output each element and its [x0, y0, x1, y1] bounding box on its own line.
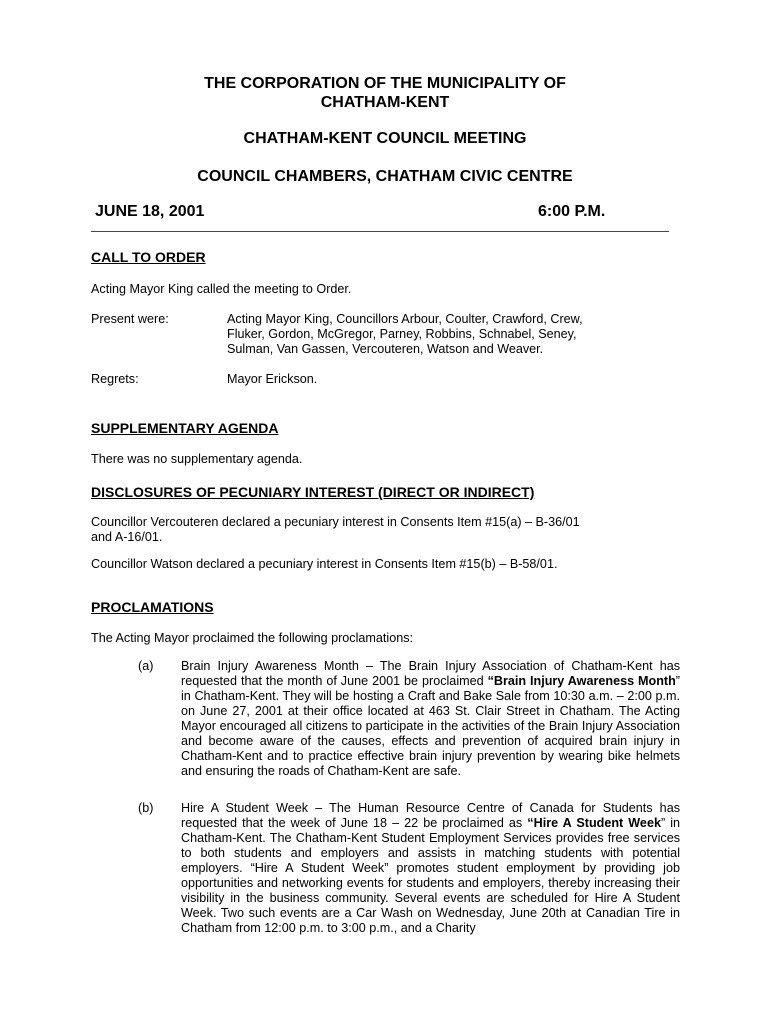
meeting-date: JUNE 18, 2001: [95, 203, 205, 220]
header-divider: [91, 231, 669, 232]
disclosure-2: Councillor Watson declared a pecuniary interest in Consents Item #15(b) – B-58/01.: [91, 557, 558, 571]
meeting-location: COUNCIL CHAMBERS, CHATHAM CIVIC CENTRE: [197, 168, 573, 185]
proclamations-intro: The Acting Mayor proclaimed the following proclamations:: [91, 631, 413, 645]
present-line-1: Acting Mayor King, Councillors Arbour, Coulter, Crawford, Crew,: [227, 312, 583, 326]
regrets-value: Mayor Erickson.: [227, 372, 318, 386]
proclamation-b-text: [181, 801, 680, 936]
supplementary-heading: SUPPLEMENTARY AGENDA: [91, 420, 279, 436]
disclosures-heading: DISCLOSURES OF PECUNIARY INTEREST (DIRECT OR INDIRECT): [91, 484, 535, 500]
proclamation-b-before: Hire A Student Week – The Human Resource Centre of Canada for Students has requested that the week of June 18 – 22 be proclaimed as: [181, 801, 680, 830]
present-line-2: Fluker, Gordon, McGregor, Parney, Robbins, Schnabel, Seney,: [227, 327, 577, 341]
proclamation-a-before: Brain Injury Awareness Month – The Brain Injury Association of Chatham-Kent has requested that the month of June 2001 be proclaimed: [181, 659, 680, 688]
present-label: Present were:: [91, 312, 169, 326]
present-line-3: Sulman, Van Gassen, Vercouteren, Watson and Weaver.: [227, 342, 544, 356]
proclamation-a-text: [181, 659, 680, 779]
regrets-label: Regrets:: [91, 372, 139, 386]
proclamation-a-bold: “Brain Injury Awareness Month: [487, 674, 676, 688]
call-to-order-text: Acting Mayor King called the meeting to Order.: [91, 282, 352, 296]
proclamation-b-after: ” in Chatham-Kent. The Chatham-Kent Student Employment Services provides free services to both students and employers and assists in matching students with potential employers. “Hire A Student Week” promotes student employment by providing job opportunities and networking events for students and employers, thereby increasing their visibility in the business community. Several events are scheduled for Hire A Student Week. Two such events are a Car Wash on Wednesday, June 20th at Canadian Tire in Chatham from 12:00 p.m. to 3:00 p.m., and a Charity: [181, 816, 681, 935]
proclamation-b-marker: (b): [138, 801, 154, 815]
proclamation-a-after: ” in Chatham-Kent. They will be hosting a Craft and Bake Sale from 10:30 a.m. – 2:00 p.m. on June 27, 2001 at their office located at 463 St. Clair Street in Chatham. The Acting Mayor encouraged all citizens to participate in the activities of the Brain Injury Association and become aware of the causes, effects and prevention of acquired brain injury in Chatham-Kent and to practice effective brain injury prevention by wearing bike helmets and ensuring the roads of Chatham-Kent are safe.: [181, 674, 680, 778]
meeting-title: CHATHAM-KENT COUNCIL MEETING: [243, 130, 527, 147]
meeting-time: 6:00 P.M.: [538, 203, 606, 220]
disclosure-1-line-2: and A-16/01.: [91, 530, 163, 544]
call-to-order-heading: CALL TO ORDER: [91, 249, 206, 265]
proclamation-a-marker: (a): [138, 659, 154, 673]
org-title-line2: CHATHAM-KENT: [320, 94, 450, 111]
proclamation-b-bold: “Hire A Student Week: [527, 816, 661, 830]
proclamations-heading: PROCLAMATIONS: [91, 599, 214, 615]
supplementary-text: There was no supplementary agenda.: [91, 452, 303, 466]
org-title-line1: THE CORPORATION OF THE MUNICIPALITY OF: [204, 75, 566, 92]
disclosure-1-line-1: Councillor Vercouteren declared a pecuniary interest in Consents Item #15(a) – B-36/01: [91, 515, 580, 529]
